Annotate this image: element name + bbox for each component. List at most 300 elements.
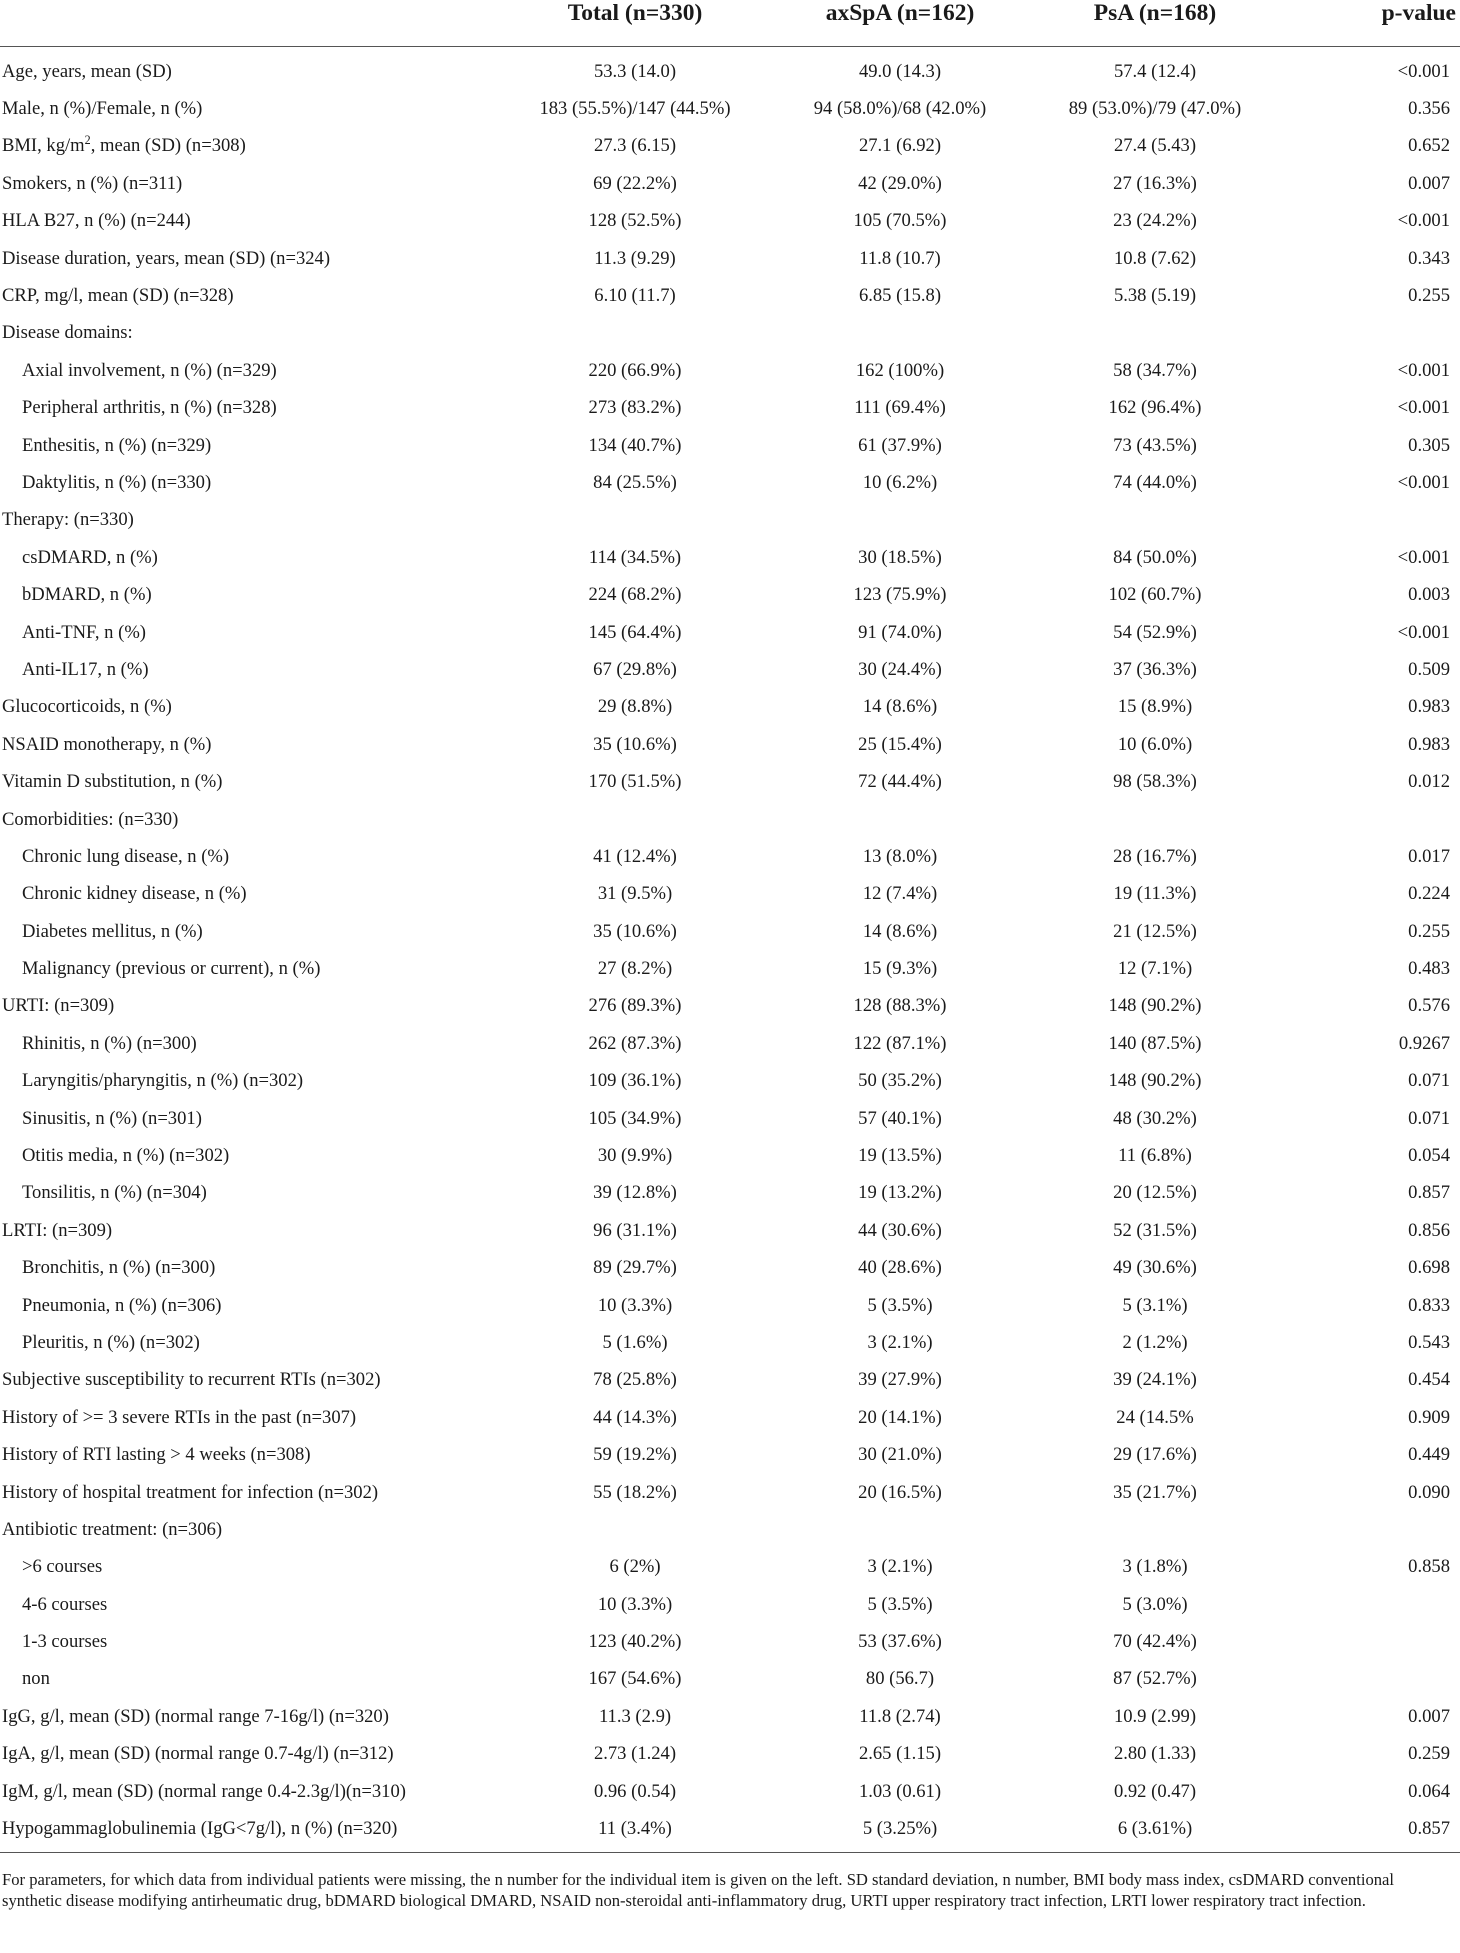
cell-axspa: 123 (75.9%) bbox=[853, 584, 947, 606]
table-row bbox=[0, 1736, 1460, 1773]
cell-axspa: 42 (29.0%) bbox=[858, 172, 942, 194]
cell-psa bbox=[1030, 502, 1280, 539]
cell-axspa: 13 (8.0%) bbox=[862, 845, 938, 867]
cell-total: 114 (34.5%) bbox=[588, 546, 682, 568]
row-label: Otitis media, n (%) (n=302) bbox=[22, 1145, 230, 1167]
cell-p-value: 0.509 bbox=[1408, 658, 1450, 680]
cell-axspa: 128 (88.3%) bbox=[853, 995, 947, 1017]
cell-p-value: 0.909 bbox=[1408, 1406, 1450, 1428]
row-label: Enthesitis, n (%) (n=329) bbox=[22, 434, 212, 456]
cell-psa bbox=[1030, 801, 1280, 838]
cell-p-value: 0.857 bbox=[1280, 1810, 1460, 1852]
cell-axspa: 2.65 (1.15) bbox=[858, 1743, 942, 1765]
cell-p-value: <0.001 bbox=[1397, 397, 1450, 419]
row-label: Chronic kidney disease, n (%) bbox=[22, 883, 247, 905]
cell-p-value: <0.001 bbox=[1397, 60, 1450, 82]
cell-psa: 39 (24.1%) bbox=[1113, 1369, 1197, 1391]
table-body bbox=[0, 47, 1460, 1853]
row-label: Rhinitis, n (%) (n=300) bbox=[22, 1032, 197, 1054]
cell-total: 5 (1.6%) bbox=[602, 1331, 668, 1353]
table-row bbox=[0, 1810, 1460, 1852]
table-row bbox=[0, 1063, 1460, 1100]
cell-psa: 74 (44.0%) bbox=[1113, 471, 1197, 493]
row-label-text: BMI, kg/m bbox=[2, 135, 85, 157]
cell-p-value: 0.343 bbox=[1408, 247, 1450, 269]
cell-psa: 58 (34.7%) bbox=[1113, 359, 1197, 381]
cell-psa: 21 (12.5%) bbox=[1113, 920, 1197, 942]
cell-axspa: 61 (37.9%) bbox=[858, 434, 942, 456]
cell-axspa: 40 (28.6%) bbox=[858, 1257, 942, 1279]
cell-p-value: 0.483 bbox=[1408, 958, 1450, 980]
cell-total: 10 (3.3%) bbox=[597, 1294, 673, 1316]
cell-p-value: 0.9267 bbox=[1398, 1032, 1450, 1054]
cell-total: 6.10 (11.7) bbox=[594, 285, 676, 307]
cell-axspa: 44 (30.6%) bbox=[858, 1219, 942, 1241]
table-row bbox=[0, 1474, 1460, 1511]
row-label-superscript: 2 bbox=[84, 133, 91, 148]
cell-axspa: 20 (16.5%) bbox=[858, 1481, 942, 1503]
cell-total: 145 (64.4%) bbox=[588, 621, 682, 643]
row-label bbox=[0, 128, 500, 165]
cell-psa: 3 (1.8%) bbox=[1122, 1556, 1188, 1578]
table-row bbox=[0, 315, 1460, 352]
table-row bbox=[0, 502, 1460, 539]
cell-psa: 98 (58.3%) bbox=[1113, 771, 1197, 793]
row-label: Chronic lung disease, n (%) bbox=[22, 845, 230, 867]
cell-p-value: 0.449 bbox=[1408, 1444, 1450, 1466]
cell-p-value: 0.012 bbox=[1408, 771, 1450, 793]
cell-axspa: 50 (35.2%) bbox=[858, 1070, 942, 1092]
table-row bbox=[0, 128, 1460, 165]
row-label: Anti-IL17, n (%) bbox=[22, 658, 149, 680]
cell-p-value: 0.064 bbox=[1408, 1780, 1450, 1802]
cell-total bbox=[500, 502, 770, 539]
cell-total: 41 (12.4%) bbox=[593, 845, 677, 867]
cell-axspa bbox=[770, 315, 1030, 352]
row-label: Diabetes mellitus, n (%) bbox=[22, 920, 203, 942]
row-label: non bbox=[22, 1668, 50, 1690]
row-label: Bronchitis, n (%) (n=300) bbox=[22, 1257, 216, 1279]
cell-p-value bbox=[1280, 502, 1460, 539]
row-label: Tonsilitis, n (%) (n=304) bbox=[22, 1182, 207, 1204]
cell-p-value: 0.857 bbox=[1408, 1182, 1450, 1204]
table-row bbox=[0, 1773, 1460, 1810]
row-label: Smokers, n (%) (n=311) bbox=[2, 172, 183, 194]
cell-p-value: 0.255 bbox=[1408, 285, 1450, 307]
table-row bbox=[0, 90, 1460, 127]
cell-psa: 54 (52.9%) bbox=[1113, 621, 1197, 643]
cell-total: 69 (22.2%) bbox=[593, 172, 677, 194]
cell-p-value: 0.259 bbox=[1408, 1743, 1450, 1765]
table-row bbox=[0, 576, 1460, 613]
row-label: Malignancy (previous or current), n (%) bbox=[22, 958, 321, 980]
row-label: bDMARD, n (%) bbox=[22, 584, 152, 606]
cell-total: 44 (14.3%) bbox=[593, 1406, 677, 1428]
cell-psa: 35 (21.7%) bbox=[1113, 1481, 1197, 1503]
cell-psa: 5 (3.0%) bbox=[1122, 1593, 1188, 1615]
table-row bbox=[0, 1511, 1460, 1548]
cell-p-value: 0.071 bbox=[1408, 1107, 1450, 1129]
row-label: URTI: (n=309) bbox=[2, 995, 115, 1017]
cell-psa: 49 (30.6%) bbox=[1113, 1257, 1197, 1279]
cell-psa: 29 (17.6%) bbox=[1113, 1444, 1197, 1466]
cell-p-value: 0.698 bbox=[1408, 1257, 1450, 1279]
table-row bbox=[0, 203, 1460, 240]
cell-p-value: 0.983 bbox=[1408, 733, 1450, 755]
cell-psa: 23 (24.2%) bbox=[1113, 210, 1197, 232]
cell-total: 30 (9.9%) bbox=[597, 1145, 673, 1167]
cell-p-value: 0.003 bbox=[1408, 584, 1450, 606]
row-label: Disease domains: bbox=[2, 322, 133, 344]
cell-total: 55 (18.2%) bbox=[593, 1481, 677, 1503]
cell-psa: 12 (7.1%) bbox=[1117, 958, 1193, 980]
row-label: Daktylitis, n (%) (n=330) bbox=[22, 471, 212, 493]
cell-p-value: 0.543 bbox=[1408, 1331, 1450, 1353]
cell-total: 109 (36.1%) bbox=[588, 1070, 682, 1092]
header-p-value: p-value bbox=[1280, 0, 1460, 47]
cell-axspa: 122 (87.1%) bbox=[853, 1032, 947, 1054]
table-row bbox=[0, 1287, 1460, 1324]
row-label: IgG, g/l, mean (SD) (normal range 7-16g/l) (n=320) bbox=[2, 1705, 389, 1727]
cell-total: 35 (10.6%) bbox=[593, 920, 677, 942]
cell-total: 105 (34.9%) bbox=[588, 1107, 682, 1129]
cell-psa: 148 (90.2%) bbox=[1108, 1070, 1202, 1092]
table-row bbox=[0, 1100, 1460, 1137]
cell-p-value: 0.454 bbox=[1408, 1369, 1450, 1391]
cell-psa: 28 (16.7%) bbox=[1113, 845, 1197, 867]
cell-p-value: <0.001 bbox=[1397, 471, 1450, 493]
table-row bbox=[0, 352, 1460, 389]
cell-total: 59 (19.2%) bbox=[593, 1444, 677, 1466]
table-footnote: For parameters, for which data from individual patients were missing, the n number for the individual item is given on the left. SD standard deviation, n number, BMI body mass index, csDMARD conventional synthetic disease modifying antirheumatic drug, bDMARD biological DMARD, NSAID non-steroidal anti-inflammatory drug, URTI upper respiratory tract infection, LRTI lower respiratory tract infection. bbox=[2, 1869, 1395, 1911]
row-label: NSAID monotherapy, n (%) bbox=[2, 733, 212, 755]
cell-total: 134 (40.7%) bbox=[588, 434, 682, 456]
cell-p-value: 0.833 bbox=[1408, 1294, 1450, 1316]
table-row bbox=[0, 913, 1460, 950]
table-row bbox=[0, 1362, 1460, 1399]
cell-total: 27 (8.2%) bbox=[597, 958, 673, 980]
table-row bbox=[0, 1250, 1460, 1287]
cell-p-value: <0.001 bbox=[1397, 359, 1450, 381]
cell-axspa: 72 (44.4%) bbox=[858, 771, 942, 793]
cell-p-value: 0.017 bbox=[1408, 845, 1450, 867]
cell-p-value: 0.305 bbox=[1408, 434, 1450, 456]
row-label: Subjective susceptibility to recurrent RTIs (n=302) bbox=[2, 1369, 381, 1391]
row-label: Anti-TNF, n (%) bbox=[22, 621, 147, 643]
cell-total: 224 (68.2%) bbox=[588, 584, 682, 606]
cell-axspa: 3 (2.1%) bbox=[867, 1556, 933, 1578]
row-label: Age, years, mean (SD) bbox=[2, 60, 172, 82]
cell-total: 29 (8.8%) bbox=[597, 696, 673, 718]
cell-p-value: 0.090 bbox=[1408, 1481, 1450, 1503]
cell-psa: 24 (14.5% bbox=[1116, 1406, 1194, 1428]
table-header bbox=[0, 0, 1460, 47]
table-row bbox=[0, 47, 1460, 91]
cell-psa: 10 (6.0%) bbox=[1117, 733, 1193, 755]
cell-total: 6 (2%) bbox=[609, 1556, 661, 1578]
cell-total: 53.3 (14.0) bbox=[593, 60, 677, 82]
cell-psa: 89 (53.0%)/79 (47.0%) bbox=[1068, 98, 1242, 120]
table-row bbox=[0, 1399, 1460, 1436]
table-row bbox=[0, 1549, 1460, 1586]
cell-axspa: 105 (70.5%) bbox=[853, 210, 947, 232]
row-label: IgA, g/l, mean (SD) (normal range 0.7-4g/l) (n=312) bbox=[2, 1743, 394, 1765]
cell-axspa: 27.1 (6.92) bbox=[858, 135, 942, 157]
cell-axspa: 1.03 (0.61) bbox=[858, 1780, 942, 1802]
row-label: History of hospital treatment for infection (n=302) bbox=[2, 1481, 379, 1503]
cell-axspa: 30 (21.0%) bbox=[858, 1444, 942, 1466]
table-row bbox=[0, 1661, 1460, 1698]
cell-p-value bbox=[1280, 1623, 1460, 1660]
table-row bbox=[0, 427, 1460, 464]
table-row bbox=[0, 1324, 1460, 1361]
cell-psa: 102 (60.7%) bbox=[1108, 584, 1202, 606]
row-label: Male, n (%)/Female, n (%) bbox=[2, 98, 203, 120]
row-label: Hypogammaglobulinemia (IgG<7g/l), n (%) (n=320) bbox=[0, 1810, 500, 1852]
cell-total: 84 (25.5%) bbox=[593, 471, 677, 493]
row-label: >6 courses bbox=[22, 1556, 103, 1578]
cell-psa bbox=[1030, 1511, 1280, 1548]
cell-total: 167 (54.6%) bbox=[588, 1668, 682, 1690]
row-label: IgM, g/l, mean (SD) (normal range 0.4-2.3g/l)(n=310) bbox=[2, 1780, 406, 1802]
cell-axspa: 111 (69.4%) bbox=[854, 397, 946, 419]
cell-axspa: 30 (18.5%) bbox=[858, 546, 942, 568]
cell-psa: 2 (1.2%) bbox=[1122, 1331, 1188, 1353]
cell-axspa: 3 (2.1%) bbox=[867, 1331, 933, 1353]
row-label: History of >= 3 severe RTIs in the past (n=307) bbox=[2, 1406, 357, 1428]
cell-total: 123 (40.2%) bbox=[588, 1631, 682, 1653]
table-row bbox=[0, 763, 1460, 800]
cell-axspa: 94 (58.0%)/68 (42.0%) bbox=[813, 98, 987, 120]
table-row bbox=[0, 277, 1460, 314]
cell-total: 96 (31.1%) bbox=[593, 1219, 677, 1241]
cell-axspa: 162 (100%) bbox=[855, 359, 945, 381]
table-row bbox=[0, 651, 1460, 688]
cell-total: 11.3 (9.29) bbox=[594, 247, 676, 269]
cell-total: 39 (12.8%) bbox=[593, 1182, 677, 1204]
table-row bbox=[0, 689, 1460, 726]
row-label: Sinusitis, n (%) (n=301) bbox=[22, 1107, 202, 1129]
cell-p-value: 0.652 bbox=[1408, 135, 1450, 157]
cell-total: 220 (66.9%) bbox=[588, 359, 682, 381]
table-row bbox=[0, 539, 1460, 576]
table-row bbox=[0, 614, 1460, 651]
cell-axspa: 5 (3.5%) bbox=[867, 1294, 933, 1316]
table-row bbox=[0, 165, 1460, 202]
cell-total: 78 (25.8%) bbox=[593, 1369, 677, 1391]
cell-axspa: 25 (15.4%) bbox=[858, 733, 942, 755]
cell-psa: 57.4 (12.4) bbox=[1113, 60, 1197, 82]
row-label: Glucocorticoids, n (%) bbox=[2, 696, 172, 718]
cell-total: 128 (52.5%) bbox=[588, 210, 682, 232]
cell-psa: 37 (36.3%) bbox=[1113, 658, 1197, 680]
cell-axspa: 6.85 (15.8) bbox=[858, 285, 942, 307]
cell-axspa: 5 (3.25%) bbox=[770, 1810, 1030, 1852]
cell-total: 276 (89.3%) bbox=[588, 995, 682, 1017]
cell-p-value: 0.054 bbox=[1408, 1145, 1450, 1167]
cell-axspa: 80 (56.7) bbox=[865, 1668, 935, 1690]
cell-psa: 52 (31.5%) bbox=[1113, 1219, 1197, 1241]
row-label: 1-3 courses bbox=[22, 1631, 108, 1653]
row-label: Comorbidities: (n=330) bbox=[2, 808, 179, 830]
cell-total: 170 (51.5%) bbox=[588, 771, 682, 793]
header-axspa: axSpA (n=162) bbox=[770, 0, 1030, 47]
cell-axspa: 11.8 (2.74) bbox=[859, 1705, 941, 1727]
cell-psa: 11 (6.8%) bbox=[1118, 1145, 1192, 1167]
row-label: Pleuritis, n (%) (n=302) bbox=[22, 1331, 200, 1353]
row-label: Therapy: (n=330) bbox=[2, 509, 134, 531]
cell-p-value: 0.858 bbox=[1408, 1556, 1450, 1578]
cell-axspa: 30 (24.4%) bbox=[858, 658, 942, 680]
table-row bbox=[0, 1698, 1460, 1735]
cell-psa: 48 (30.2%) bbox=[1113, 1107, 1197, 1129]
cell-psa: 6 (3.61%) bbox=[1030, 1810, 1280, 1852]
table-row bbox=[0, 838, 1460, 875]
row-label: CRP, mg/l, mean (SD) (n=328) bbox=[2, 285, 234, 307]
table-row bbox=[0, 950, 1460, 987]
cell-psa: 20 (12.5%) bbox=[1113, 1182, 1197, 1204]
cell-axspa: 53 (37.6%) bbox=[858, 1631, 942, 1653]
cell-total: 262 (87.3%) bbox=[588, 1032, 682, 1054]
cell-total: 27.3 (6.15) bbox=[593, 135, 677, 157]
cell-p-value: 0.071 bbox=[1408, 1070, 1450, 1092]
cell-axspa bbox=[770, 801, 1030, 838]
cell-psa: 27.4 (5.43) bbox=[1113, 135, 1197, 157]
cell-psa: 73 (43.5%) bbox=[1113, 434, 1197, 456]
cell-psa: 0.92 (0.47) bbox=[1113, 1780, 1197, 1802]
cell-p-value bbox=[1280, 315, 1460, 352]
cell-p-value bbox=[1280, 1511, 1460, 1548]
cell-p-value: 0.856 bbox=[1408, 1219, 1450, 1241]
row-label: LRTI: (n=309) bbox=[2, 1219, 113, 1241]
table-row bbox=[0, 240, 1460, 277]
cell-p-value: <0.001 bbox=[1397, 621, 1450, 643]
table-row bbox=[0, 1212, 1460, 1249]
table-row bbox=[0, 726, 1460, 763]
cell-psa: 15 (8.9%) bbox=[1117, 696, 1193, 718]
header-row bbox=[0, 0, 1460, 47]
cell-total bbox=[500, 315, 770, 352]
cell-p-value: <0.001 bbox=[1397, 546, 1450, 568]
table-row bbox=[0, 1586, 1460, 1623]
cell-p-value: 0.224 bbox=[1408, 883, 1450, 905]
row-label: Peripheral arthritis, n (%) (n=328) bbox=[22, 397, 277, 419]
cell-total: 273 (83.2%) bbox=[588, 397, 682, 419]
header-parameter bbox=[0, 0, 500, 47]
table-row bbox=[0, 464, 1460, 501]
row-label: Antibiotic treatment: (n=306) bbox=[2, 1518, 223, 1540]
cell-total bbox=[500, 801, 770, 838]
cell-total: 67 (29.8%) bbox=[593, 658, 677, 680]
cell-axspa: 20 (14.1%) bbox=[858, 1406, 942, 1428]
cell-axspa: 19 (13.2%) bbox=[858, 1182, 942, 1204]
row-label: Disease duration, years, mean (SD) (n=324) bbox=[2, 247, 331, 269]
cell-total: 35 (10.6%) bbox=[593, 733, 677, 755]
row-label: Laryngitis/pharyngitis, n (%) (n=302) bbox=[22, 1070, 304, 1092]
cell-p-value: 0.007 bbox=[1408, 172, 1450, 194]
cell-total bbox=[500, 1511, 770, 1548]
cell-p-value: 0.576 bbox=[1408, 995, 1450, 1017]
cell-total: 0.96 (0.54) bbox=[593, 1780, 677, 1802]
row-label: Axial involvement, n (%) (n=329) bbox=[22, 359, 277, 381]
header-psa: PsA (n=168) bbox=[1030, 0, 1280, 47]
row-label: HLA B27, n (%) (n=244) bbox=[2, 210, 191, 232]
table-row bbox=[0, 801, 1460, 838]
cell-total: 11.3 (2.9) bbox=[598, 1705, 672, 1727]
table-row bbox=[0, 1436, 1460, 1473]
cell-psa: 10.9 (2.99) bbox=[1113, 1705, 1197, 1727]
cell-axspa: 57 (40.1%) bbox=[858, 1107, 942, 1129]
row-label: 4-6 courses bbox=[22, 1593, 108, 1615]
cell-p-value: 0.007 bbox=[1408, 1705, 1450, 1727]
table-row bbox=[0, 876, 1460, 913]
table-row bbox=[0, 1175, 1460, 1212]
cell-psa: 2.80 (1.33) bbox=[1113, 1743, 1197, 1765]
header-total: Total (n=330) bbox=[500, 0, 770, 47]
table-row bbox=[0, 1623, 1460, 1660]
cell-psa: 19 (11.3%) bbox=[1113, 883, 1197, 905]
cell-psa: 5 (3.1%) bbox=[1122, 1294, 1188, 1316]
cell-axspa: 49.0 (14.3) bbox=[858, 60, 942, 82]
cell-total: 2.73 (1.24) bbox=[593, 1743, 677, 1765]
cell-total: 11 (3.4%) bbox=[500, 1810, 770, 1852]
cell-axspa: 15 (9.3%) bbox=[862, 958, 938, 980]
cell-axspa: 19 (13.5%) bbox=[858, 1145, 942, 1167]
table-row bbox=[0, 390, 1460, 427]
cell-psa: 87 (52.7%) bbox=[1113, 1668, 1197, 1690]
cell-axspa: 91 (74.0%) bbox=[858, 621, 942, 643]
cell-psa: 84 (50.0%) bbox=[1113, 546, 1197, 568]
cell-axspa: 12 (7.4%) bbox=[862, 883, 938, 905]
row-label: Pneumonia, n (%) (n=306) bbox=[22, 1294, 222, 1316]
cell-psa: 27 (16.3%) bbox=[1113, 172, 1197, 194]
cell-axspa: 11.8 (10.7) bbox=[859, 247, 941, 269]
cell-p-value bbox=[1280, 1586, 1460, 1623]
row-label: csDMARD, n (%) bbox=[22, 546, 158, 568]
row-label: Vitamin D substitution, n (%) bbox=[2, 771, 223, 793]
cell-p-value: 0.983 bbox=[1408, 696, 1450, 718]
cell-axspa bbox=[770, 502, 1030, 539]
cell-total: 89 (29.7%) bbox=[593, 1257, 677, 1279]
cell-psa: 148 (90.2%) bbox=[1108, 995, 1202, 1017]
cell-psa: 162 (96.4%) bbox=[1108, 397, 1202, 419]
cell-total: 31 (9.5%) bbox=[597, 883, 673, 905]
cell-p-value: 0.255 bbox=[1408, 920, 1450, 942]
cell-axspa: 5 (3.5%) bbox=[867, 1593, 933, 1615]
row-label-suffix: , mean (SD) (n=308) bbox=[90, 135, 246, 157]
table-row bbox=[0, 1025, 1460, 1062]
cell-p-value bbox=[1280, 1661, 1460, 1698]
table-row bbox=[0, 988, 1460, 1025]
cell-psa: 70 (42.4%) bbox=[1113, 1631, 1197, 1653]
row-label: History of RTI lasting > 4 weeks (n=308) bbox=[2, 1444, 311, 1466]
cell-axspa: 14 (8.6%) bbox=[862, 696, 938, 718]
cell-total: 183 (55.5%)/147 (44.5%) bbox=[539, 98, 731, 120]
cell-total: 10 (3.3%) bbox=[597, 1593, 673, 1615]
cell-axspa: 10 (6.2%) bbox=[862, 471, 938, 493]
cell-axspa bbox=[770, 1511, 1030, 1548]
table-row bbox=[0, 1137, 1460, 1174]
cell-psa bbox=[1030, 315, 1280, 352]
cell-p-value bbox=[1280, 801, 1460, 838]
cell-psa: 5.38 (5.19) bbox=[1113, 285, 1197, 307]
cell-p-value: 0.356 bbox=[1408, 98, 1450, 120]
cell-p-value: <0.001 bbox=[1397, 210, 1450, 232]
cell-axspa: 39 (27.9%) bbox=[858, 1369, 942, 1391]
cell-axspa: 14 (8.6%) bbox=[862, 920, 938, 942]
cell-psa: 140 (87.5%) bbox=[1108, 1032, 1202, 1054]
cell-psa: 10.8 (7.62) bbox=[1113, 247, 1197, 269]
